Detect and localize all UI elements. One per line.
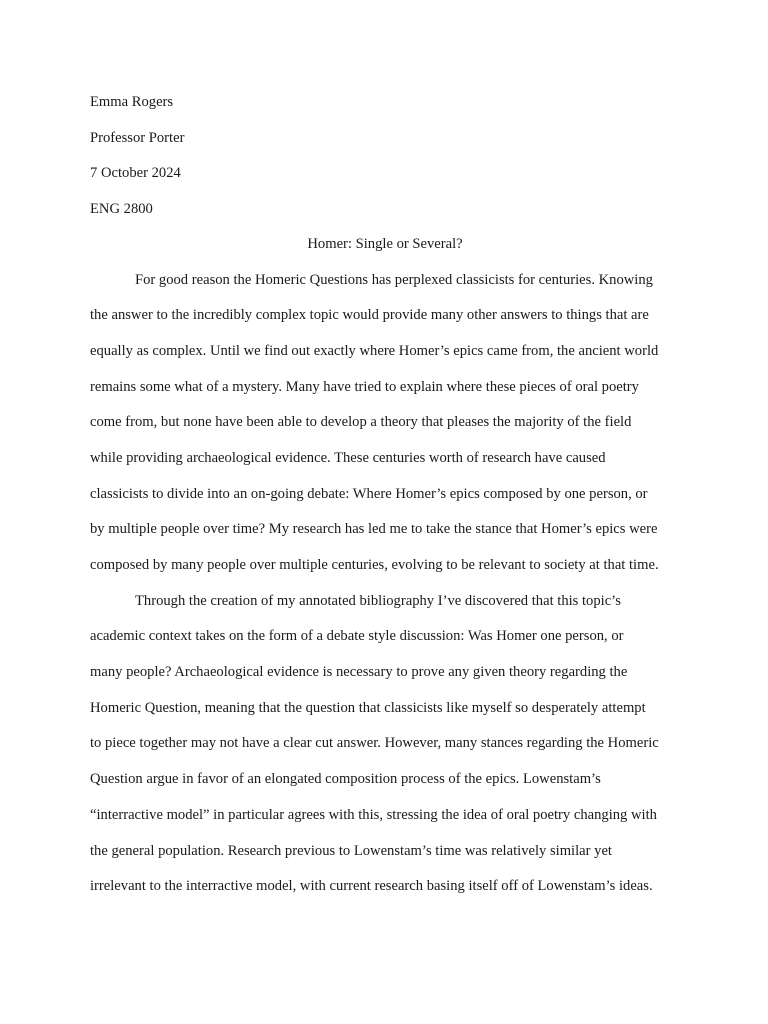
paragraph-line: the answer to the incredibly complex topic would provide many other answers to things that are — [90, 307, 649, 323]
paragraph-line: equally as complex. Until we find out exactly where Homer’s epics came from, the ancient world — [90, 343, 659, 359]
paragraph-line: come from, but none have been able to develop a theory that pleases the majority of the field — [90, 414, 632, 430]
paragraph-line: Homeric Question, meaning that the question that classicists like myself so desperately attempt — [90, 700, 646, 716]
paragraph-line: by multiple people over time? My research has led me to take the stance that Homer’s epics were — [90, 521, 658, 537]
date-line: 7 October 2024 — [90, 165, 181, 181]
essay-title: Homer: Single or Several? — [307, 236, 463, 252]
paragraph-line: Through the creation of my annotated bibliography I’ve discovered that this topic’s — [135, 593, 621, 609]
professor-name: Professor Porter — [90, 130, 185, 146]
paragraph-line: “interractive model” in particular agrees with this, stressing the idea of oral poetry changing with — [90, 807, 657, 823]
paragraph-line: Question argue in favor of an elongated composition process of the epics. Lowenstam’s — [90, 771, 601, 787]
paragraph-line: while providing archaeological evidence. These centuries worth of research have caused — [90, 450, 606, 466]
paragraph-line: to piece together may not have a clear cut answer. However, many stances regarding the Homeric — [90, 735, 659, 751]
paragraph-line: many people? Archaeological evidence is necessary to prove any given theory regarding the — [90, 664, 628, 680]
paragraph-line: irrelevant to the interractive model, with current research basing itself off of Lowenstam’s ideas. — [90, 878, 653, 894]
paragraph-line: academic context takes on the form of a debate style discussion: Was Homer one person, or — [90, 628, 624, 644]
paragraph-line: the general population. Research previous to Lowenstam’s time was relatively similar yet — [90, 843, 612, 859]
paragraph-line: For good reason the Homeric Questions has perplexed classicists for centuries. Knowing — [135, 272, 653, 288]
author-name: Emma Rogers — [90, 94, 174, 110]
paragraph-line: composed by many people over multiple centuries, evolving to be relevant to society at that time. — [90, 557, 659, 573]
course-code: ENG 2800 — [90, 201, 153, 217]
paragraph-line: classicists to divide into an on-going debate: Where Homer’s epics composed by one person, or — [90, 486, 648, 502]
paragraph-line: remains some what of a mystery. Many have tried to explain where these pieces of oral poetry — [90, 379, 639, 395]
